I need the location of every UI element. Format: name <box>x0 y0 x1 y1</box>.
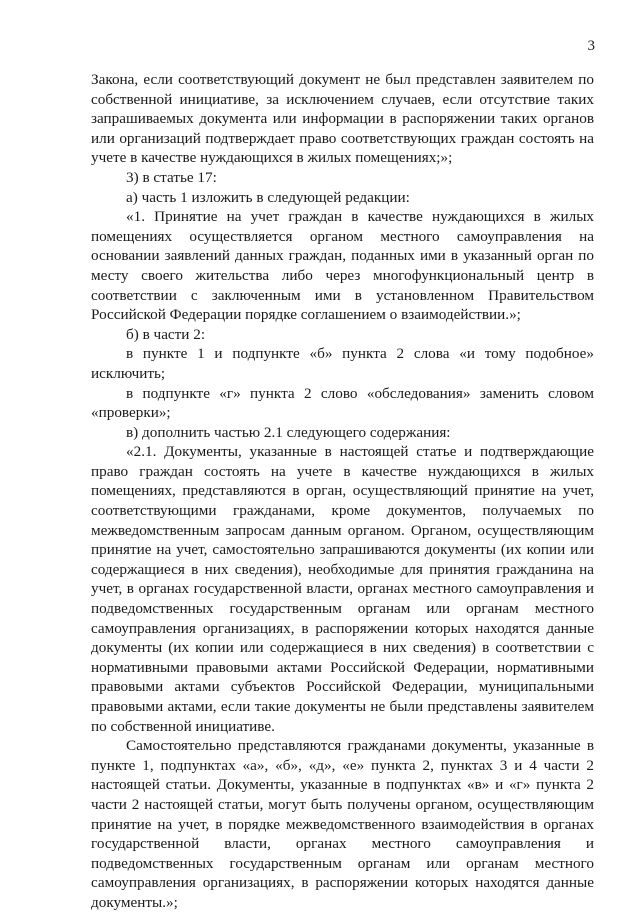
paragraph-article-17: 3) в статье 17: <box>126 168 217 186</box>
paragraph-part-1-text: «1. Принятие на учет граждан в качестве нуждающихся в жилых помещениях осуществляется органом местного самоуправления на основании заявлений данных граждан, поданных ими в указанный орган по месту своего жительства либо через многофункциональный центр в соответствии с заключенным ими в установленном Правительством Российской Федерации порядке соглашением о взаимодействии.»; <box>91 208 594 324</box>
paragraph-part-2-heading: б) в части 2: <box>126 325 206 343</box>
paragraph-part-2-1-heading: в) дополнить частью 2.1 следующего содержания: <box>126 423 451 441</box>
paragraph-part-1-heading: а) часть 1 изложить в следующей редакции: <box>126 188 410 206</box>
paragraph-point-1-edit: в пункте 1 и подпункте «б» пункта 2 слова «и тому подобное» исключить; <box>91 345 594 382</box>
paragraph-continuation: Закона, если соответствующий документ не был представлен заявителем по собственной инициативе, за исключением случаев, если отсутствие таких запрашиваемых документа или информации в распоряжении таких органов или организаций подтверждает право соответствующих граждан состоять на учете в качестве нуждающихся в жилых помещениях;»; <box>91 71 594 167</box>
paragraph-self-submitted-documents: Самостоятельно представляются гражданами документы, указанные в пункте 1, подпунктах «а», «б», «д», «е» пункта 2, пунктах 3 и 4 части 2 настоящей статьи. Документы, указанные в подпунктах «в» и «г» пункта 2 части 2 настоящей статьи, могут быть получены органом, осуществляющим принятие на учет, в порядке межведомственного взаимодействия в органах государственной власти, органах местного самоуправления и подведомственных государственным органам или органам местного самоуправления организациях, в распоряжении которых находятся данные документы.»; <box>91 737 594 911</box>
page-number: 3 <box>587 38 595 54</box>
document-body <box>91 70 594 913</box>
paragraph-subpoint-g-edit: в подпункте «г» пункта 2 слово «обследования» заменить словом «проверки»; <box>91 384 594 422</box>
paragraph-part-2-1-text: «2.1. Документы, указанные в настоящей статье и подтверждающие право граждан состоять на учете в качестве нуждающихся в жилых помещениях, представляются в орган, осуществляющий принятие на учет, соответствующими гражданами, кроме документов, получаемых по межведомственным запросам данным органом. Органом, осуществляющим принятие на учет, самостоятельно запрашиваются документы (их копии или содержащиеся в них сведения), необходимые для принятия гражданина на учет, в органах государственной власти, органах местного самоуправления и подведомственных государственным органам или органам местного самоуправления организациях, в распоряжении которых находятся данные документы (их копии или содержащиеся в них сведения) в соответствии с нормативными правовыми актами Российской Федерации, нормативными правовыми актами субъектов Российской Федерации, муниципальными правовыми актами, если такие документы не были представлены заявителем по собственной инициативе. <box>91 443 594 735</box>
